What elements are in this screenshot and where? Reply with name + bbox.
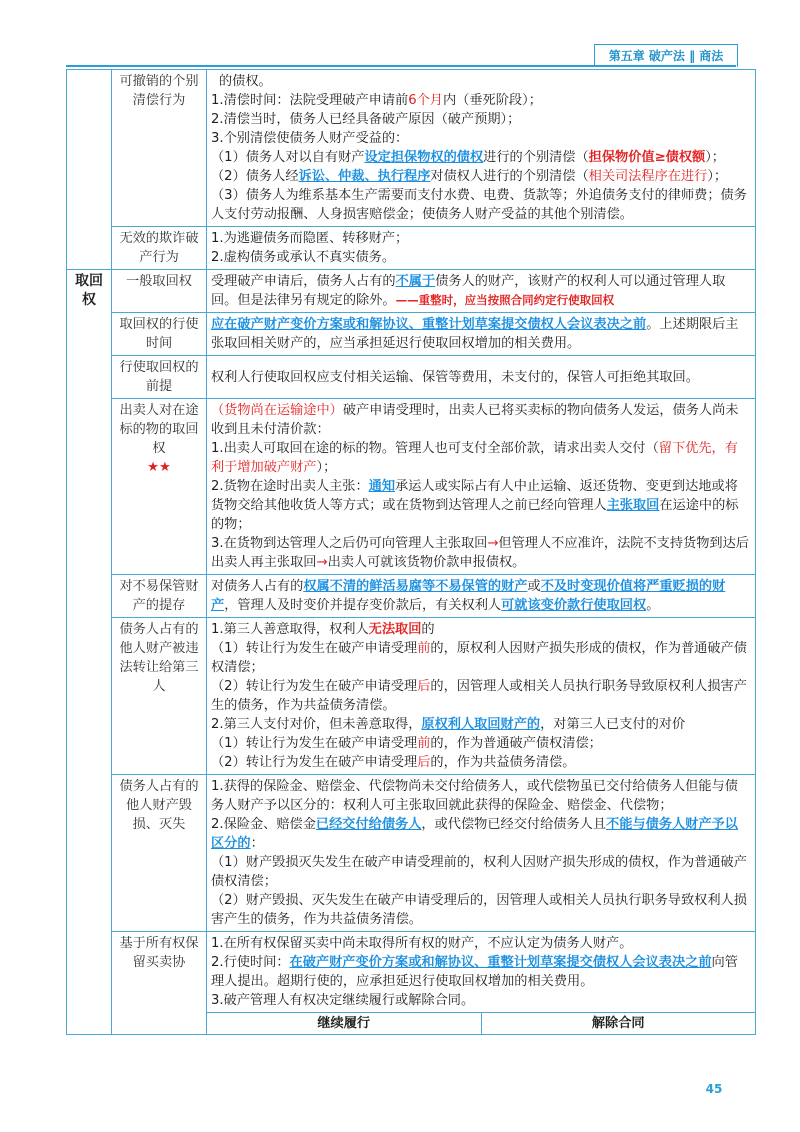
row-content: 1.获得的保险金、赔偿金、代偿物尚未交付给债务人，或代偿物虽已交付给债务人但能与债务人财产予以区分的：权利人可主张取回就此获得的保险金、赔偿金、代偿物； 2.保险金、赔偿金已经交付给债务人，或代偿物已经交付给债务人且不能与债务人财产予以区分的： （1）财产毁损灭失发生在破产申请受理前的，权利人因财产损失形成的债权，作为普通破产债权清偿； （2）财产毁损、灭失发生在破产申请受理后的，因管理人或相关人员执行职务导致权利人损害产生的债务，作为共益债务清偿。 bbox=[207, 775, 756, 932]
row-content: 对债务人占有的权属不清的鲜活易腐等不易保管的财产或不及时变现价值将严重贬损的财产，管理人及时变价并提存变价款后，有关权利人可就该变价款行使取回权。 bbox=[207, 575, 756, 618]
row-label: 一般取回权 bbox=[112, 270, 207, 313]
row-label: 可撤销的个别清偿行为 bbox=[112, 70, 207, 227]
table-row bbox=[67, 270, 756, 313]
table-row bbox=[67, 227, 756, 270]
row-content: 权利人行使取回权应支付相关运输、保管等费用，未支付的，保管人可拒绝其取回。 bbox=[207, 356, 756, 399]
table-row bbox=[67, 932, 756, 1035]
row-label: 债务人占有的他人财产被违法转让给第三人 bbox=[112, 618, 207, 775]
table-row bbox=[67, 618, 756, 775]
row-content: （货物尚在运输途中）破产申请受理时，出卖人已将买卖标的物向债务人发运，债务人尚未收到且未付清价款： 1.出卖人可取回在途的标的物。管理人也可支付全部价款，请求出卖人交付（留下优先，有利于增加破产财产）； 2.货物在途时出卖人主张：通知承运人或实际占有人中止运输、返还货物、变更到达地或将货物交给其他收货人等方式；或在货物到达管理人之前已经向管理人主张取回在运途中的标的物； 3.在货物到达管理人之后仍可向管理人主张取回→但管理人不应准许，法院不支持货物到达后出卖人再主张取回→出卖人可就该货物价款申报债权。 bbox=[207, 399, 756, 575]
table-row bbox=[67, 575, 756, 618]
table-row bbox=[67, 356, 756, 399]
row-content: 受理破产申请后，债务人占有的不属于债务人的财产，该财产的权利人可以通过管理人取回。但是法律另有规定的除外。——重整时，应当按照合同约定行使取回权 bbox=[207, 270, 756, 313]
row-content: 的债权。 1.清偿时间：法院受理破产申请前6个月内（垂死阶段）； 2.清偿当时，债务人已经具备破产原因（破产预期）； 3.个别清偿使债务人财产受益的： （1）债务人对以自有财产设定担保物权的债权进行的个别清偿（担保物价值≥债权额）； （2）债务人经诉讼、仲裁、执行程序对债权人进行的个别清偿（相关司法程序在进行）； （3）债务人为维系基本生产需要而支付水费、电费、货款等；外追债务支付的律师费；债务人支付劳动报酬、人身损害赔偿金；使债务人财产受益的其他个别清偿。 bbox=[207, 70, 756, 227]
table-row bbox=[67, 313, 756, 356]
importance-stars: ★★ bbox=[147, 460, 171, 475]
table-row bbox=[67, 399, 756, 575]
row-label: 对不易保管财产的提存 bbox=[112, 575, 207, 618]
row-label: 行使取回权的前提 bbox=[112, 356, 207, 399]
annotation-note: ——重整时，应当按照合同约定行使取回权 bbox=[395, 293, 615, 307]
section-cell-empty bbox=[67, 70, 112, 270]
row-label: 基于所有权保留买卖协 bbox=[112, 932, 207, 1035]
content-line: 2.清偿当时，债务人已经具备破产原因（破产预期）； bbox=[211, 112, 521, 127]
row-content: 应在破产财产变价方案或和解协议、重整计划草案提交债权人会议表决之前。上述期限后主张取回相关财产的，应当承担延迟行使取回权增加的相关费用。 bbox=[207, 313, 756, 356]
content-line: 的债权。 bbox=[219, 74, 272, 89]
section-label: 取回权 bbox=[67, 270, 112, 1035]
option-terminate: 解除合同 bbox=[591, 1016, 645, 1031]
table-row bbox=[67, 70, 756, 227]
row-content: 1.第三人善意取得，权利人无法取回的 （1）转让行为发生在破产申请受理前的，原权利人因财产损失形成的债权，作为普通破产债权清偿； （2）转让行为发生在破产申请受理后的，因管理人或相关人员执行职务导致原权利人损害产生的债务，作为共益债务清偿。 2.第三人支付对价，但未善意取得，原权利人取回财产的，对第三人已支付的对价 （1）转让行为发生在破产申请受理前的，作为普通破产债权清偿； （2）转让行为发生在破产申请受理后的，作为共益债务清偿。 bbox=[207, 618, 756, 775]
contract-options bbox=[207, 1012, 755, 1034]
table-row bbox=[67, 775, 756, 932]
chapter-header-tab: 第五章 破产法 ‖ 商法 bbox=[594, 44, 738, 67]
row-label: 出卖人对在途标的物的取回权 ★★ bbox=[112, 399, 207, 575]
content-line: 3.个别清偿使债务人财产受益的： bbox=[211, 131, 409, 146]
option-continue: 继续履行 bbox=[207, 1013, 482, 1034]
row-label: 债务人占有的他人财产毁损、灭失 bbox=[112, 775, 207, 932]
header-rule bbox=[66, 65, 736, 67]
content-line: （3）债务人为维系基本生产需要而支付水费、电费、货款等；外追债务支付的律师费；债务人支付劳动报酬、人身损害赔偿金；使债务人财产受益的其他个别清偿。 bbox=[211, 188, 747, 222]
row-label: 取回权的行使时间 bbox=[112, 313, 207, 356]
page-number: 45 bbox=[705, 1082, 723, 1096]
row-content: 1.在所有权保留买卖中尚未取得所有权的财产，不应认定为债务人财产。 2.行使时间：在破产财产变价方案或和解协议、重整计划草案提交债权人会议表决之前向管理人提出。超期行使的，应承担延迟行使取回权增加的相关费用。 3.破产管理人有权决定继续履行或解除合同。 继续履行 解除合同 bbox=[207, 932, 756, 1035]
row-content: 1.为逃避债务而隐匿、转移财产； 2.虚构债务或承认不真实债务。 bbox=[207, 227, 756, 270]
notes-table bbox=[66, 69, 756, 1035]
row-label: 无效的欺诈破产行为 bbox=[112, 227, 207, 270]
